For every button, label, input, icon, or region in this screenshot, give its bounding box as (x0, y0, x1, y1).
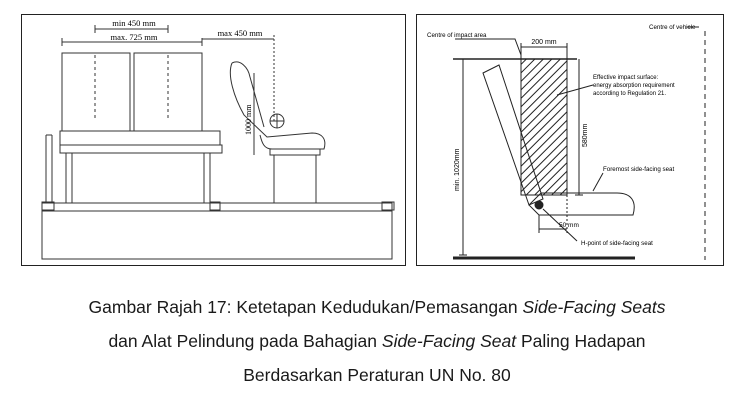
label-50: 50 mm (559, 222, 579, 229)
label-h-point: H-point of side-facing seat (581, 240, 653, 247)
h-point-dot (535, 201, 543, 209)
figure-caption-line-3: Berdasarkan Peraturan UN No. 80 (243, 365, 511, 385)
label-centre-vehicle: Centre of vehicle (649, 24, 696, 31)
seat-elevation-svg (22, 15, 407, 267)
impact-area-svg (417, 15, 725, 267)
effective-impact-surface (521, 59, 567, 195)
label-max-725: max. 725 mm (110, 32, 158, 42)
label-580: 580mm (582, 123, 589, 147)
seat-back-1 (62, 53, 130, 131)
seat-cushion-outline (529, 193, 634, 215)
seat-elevation-drawing (21, 14, 406, 266)
label-1000: 1000 mm (244, 104, 253, 135)
figure-caption-line-2: dan Alat Pelindung pada Bahagian Side-Facing Seat Paling Hadapan (108, 331, 646, 351)
label-max-450: max 450 mm (217, 28, 263, 38)
figure-caption-line-1: Gambar Rajah 17: Ketetapan Kedudukan/Pemasangan Side-Facing Seats (88, 297, 666, 317)
label-foremost-seat: Foremost side-facing seat (603, 166, 675, 173)
label-200: 200 mm (531, 39, 557, 46)
label-effective-2: energy absorption requirement (593, 83, 675, 89)
seat-cushion (60, 131, 220, 145)
label-min-1020: min. 1020mm (454, 148, 461, 191)
label-min-450: min 450 mm (112, 18, 156, 28)
leader-foremost-seat (593, 173, 603, 191)
label-effective-3: according to Regulation 21. (593, 91, 667, 97)
label-effective-1: Effective impact surface: (593, 75, 659, 81)
leader-centre-impact (455, 39, 521, 55)
impact-area-drawing (416, 14, 724, 266)
label-centre-impact: Centre of impact area (427, 32, 487, 39)
